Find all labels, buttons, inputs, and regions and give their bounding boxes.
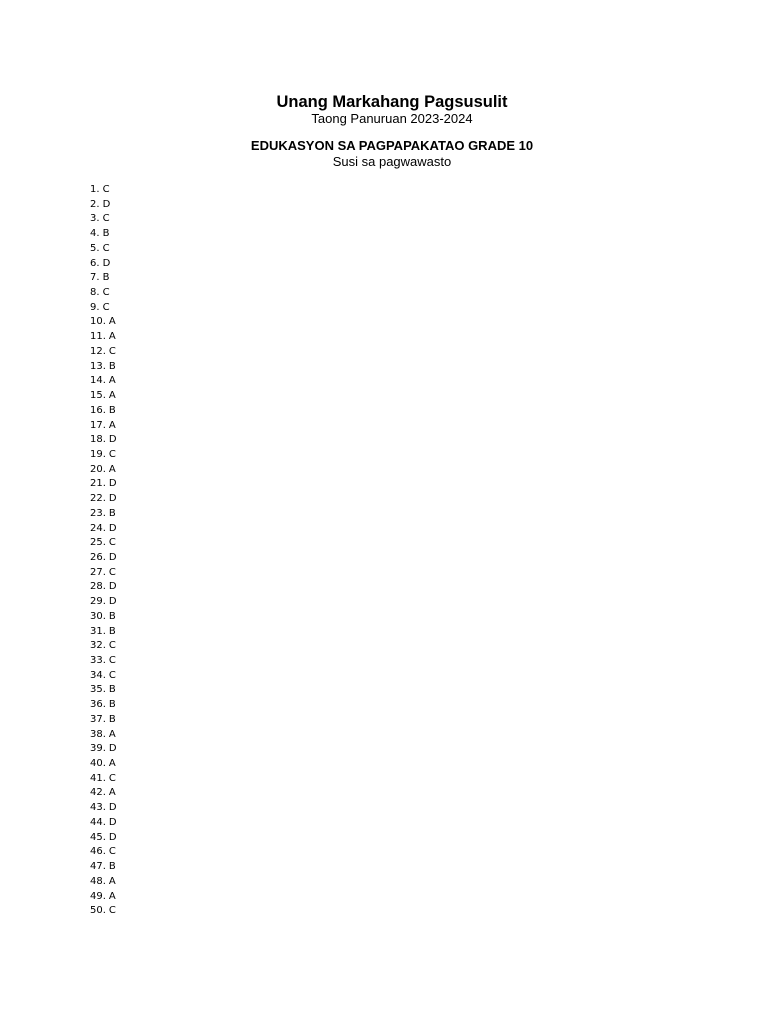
answer-letter: A: [108, 463, 116, 475]
answer-letter: C: [108, 345, 116, 357]
answer-item: [90, 728, 117, 743]
answer-number: 22 .: [90, 493, 106, 504]
answer-letter: D: [108, 478, 117, 490]
answer-letter: C: [108, 448, 116, 460]
answer-item: [90, 551, 117, 566]
answer-number: 4 .: [90, 228, 100, 239]
answer-number: 43 .: [90, 802, 106, 813]
answer-item: [90, 301, 117, 316]
answer-letter: D: [108, 816, 117, 828]
answer-number: 10 .: [90, 316, 106, 327]
school-year: Taong Panuruan 2023-2024: [311, 111, 473, 126]
answer-letter: C: [108, 655, 116, 666]
answer-number: 31 .: [90, 626, 106, 637]
answer-letter: B: [102, 228, 110, 240]
answer-number: 44 .: [90, 817, 106, 828]
answer-letter: D: [108, 551, 117, 563]
answer-letter: D: [108, 802, 117, 814]
answer-letter: A: [108, 875, 116, 887]
answer-number: 3 .: [90, 213, 100, 224]
answer-item: [90, 330, 117, 345]
answer-letter: A: [108, 316, 116, 328]
page-title: Unang Markahang Pagsusulit: [276, 93, 508, 111]
answer-key-label: Susi sa pagwawasto: [332, 154, 452, 169]
answer-item: [90, 595, 117, 610]
answer-number: 21 .: [90, 478, 106, 489]
answer-letter: A: [108, 419, 116, 431]
answer-number: 49 .: [90, 891, 106, 902]
answer-number: 6 .: [90, 258, 100, 269]
answer-item: [90, 477, 117, 492]
answer-item: [90, 904, 117, 919]
answer-letter: A: [108, 758, 116, 770]
answer-letter: B: [108, 507, 116, 519]
answer-item: [90, 536, 117, 551]
answer-item: [90, 713, 117, 728]
answer-letter: D: [108, 596, 117, 608]
answer-number: 14 .: [90, 375, 106, 386]
answer-letter: C: [102, 184, 110, 195]
answer-item: [90, 639, 117, 654]
answer-number: 26 .: [90, 552, 106, 563]
answer-number: 19 .: [90, 449, 106, 460]
answer-item: [90, 757, 117, 772]
answer-number: 34 .: [90, 670, 106, 681]
answer-number: 40 .: [90, 758, 106, 769]
answer-number: 24 .: [90, 523, 106, 534]
answer-item: [90, 374, 117, 389]
answer-number: 28 .: [90, 581, 106, 592]
answer-item: [90, 360, 117, 375]
answer-letter: C: [102, 301, 110, 313]
answer-number: 41 .: [90, 773, 106, 784]
answer-item: [90, 683, 117, 698]
answer-number: 42 .: [90, 787, 106, 798]
answer-number: 16 .: [90, 405, 106, 416]
answer-item: [90, 801, 117, 816]
answer-number: 9 .: [90, 302, 100, 313]
answer-item: [90, 271, 117, 286]
answer-item: [90, 345, 117, 360]
answer-item: [90, 580, 117, 595]
answer-letter: C: [108, 905, 116, 917]
answer-letter: D: [108, 434, 117, 446]
answer-number: 27 .: [90, 567, 106, 578]
answer-item: [90, 463, 117, 478]
answer-number: 47 .: [90, 861, 106, 872]
answer-item: [90, 419, 117, 434]
answer-letter: A: [108, 390, 116, 402]
answer-item: [90, 698, 117, 713]
answer-number: 7 .: [90, 272, 100, 283]
answer-item: [90, 448, 117, 463]
answer-letter: D: [108, 522, 117, 534]
answer-number: 15 .: [90, 390, 106, 401]
answer-number: 13 .: [90, 361, 106, 372]
answer-letter: B: [102, 272, 110, 284]
answer-number: 20 .: [90, 464, 106, 475]
answer-letter: C: [108, 537, 116, 549]
answer-number: 35 .: [90, 684, 106, 695]
answer-number: 5 .: [90, 243, 100, 254]
answer-item: [90, 404, 117, 419]
answer-number: 8 .: [90, 287, 100, 298]
answer-number: 29 .: [90, 596, 106, 607]
answer-letter: A: [108, 331, 116, 343]
answer-item: [90, 831, 117, 846]
answer-item: [90, 654, 117, 669]
answer-item: [90, 286, 117, 301]
answer-item: [90, 389, 117, 404]
answer-letter: B: [108, 861, 116, 873]
answer-number: 39 .: [90, 743, 106, 754]
answer-letter: D: [102, 198, 111, 210]
answer-item: [90, 522, 117, 537]
answer-number: 46 .: [90, 846, 106, 857]
answer-number: 30 .: [90, 611, 106, 622]
answer-number: 33 .: [90, 655, 106, 666]
answer-item: [90, 507, 117, 522]
answer-number: 17 .: [90, 420, 106, 431]
answer-number: 50 .: [90, 905, 106, 916]
answer-item: [90, 890, 117, 905]
answer-letter: A: [108, 787, 116, 799]
answer-item: [90, 816, 117, 831]
answer-item: [90, 433, 117, 448]
answer-item: [90, 315, 117, 330]
answer-letter: D: [102, 257, 111, 269]
answer-letter: C: [108, 566, 116, 578]
answer-number: 1 .: [90, 184, 100, 195]
answer-number: 36 .: [90, 699, 106, 710]
answer-number: 48 .: [90, 876, 106, 887]
answer-letter: B: [108, 684, 116, 696]
answer-number: 12 .: [90, 346, 106, 357]
answer-number: 25 .: [90, 537, 106, 548]
answer-number: 45 .: [90, 832, 106, 843]
answer-letter: D: [108, 581, 117, 593]
answer-item: [90, 669, 117, 684]
answer-item: [90, 227, 117, 242]
answer-letter: B: [108, 625, 116, 637]
answer-list: [90, 183, 117, 919]
answer-letter: C: [102, 287, 110, 299]
answer-item: [90, 786, 117, 801]
answer-letter: A: [108, 375, 116, 387]
answer-letter: A: [108, 728, 116, 740]
answer-number: 18 .: [90, 434, 106, 445]
answer-item: [90, 212, 117, 227]
answer-letter: D: [108, 831, 117, 843]
answer-item: [90, 566, 117, 581]
answer-item: [90, 772, 117, 787]
subject-heading: EDUKASYON SA PAGPAPAKATAO GRADE 10: [250, 138, 534, 153]
answer-letter: B: [108, 713, 116, 725]
answer-item: [90, 198, 117, 213]
answer-letter: C: [108, 846, 116, 858]
answer-item: [90, 860, 117, 875]
answer-item: [90, 625, 117, 640]
answer-letter: B: [108, 699, 116, 711]
answer-number: 37 .: [90, 714, 106, 725]
answer-letter: C: [102, 242, 110, 254]
answer-letter: A: [108, 890, 116, 902]
answer-item: [90, 183, 117, 198]
answer-item: [90, 875, 117, 890]
answer-item: [90, 492, 117, 507]
answer-letter: C: [108, 640, 116, 652]
answer-letter: C: [108, 772, 116, 784]
answer-letter: B: [108, 360, 116, 372]
answer-item: [90, 257, 117, 272]
answer-number: 11 .: [90, 331, 106, 342]
answer-letter: C: [108, 669, 116, 681]
answer-item: [90, 845, 117, 860]
answer-number: 32 .: [90, 640, 106, 651]
answer-letter: D: [108, 743, 117, 755]
answer-letter: B: [108, 404, 116, 416]
answer-number: 2 .: [90, 199, 100, 210]
answer-letter: B: [108, 610, 116, 622]
answer-number: 38 .: [90, 729, 106, 740]
answer-letter: C: [102, 213, 110, 225]
answer-item: [90, 242, 117, 257]
answer-item: [90, 742, 117, 757]
answer-letter: D: [108, 493, 117, 505]
answer-item: [90, 610, 117, 625]
answer-number: 23 .: [90, 508, 106, 519]
